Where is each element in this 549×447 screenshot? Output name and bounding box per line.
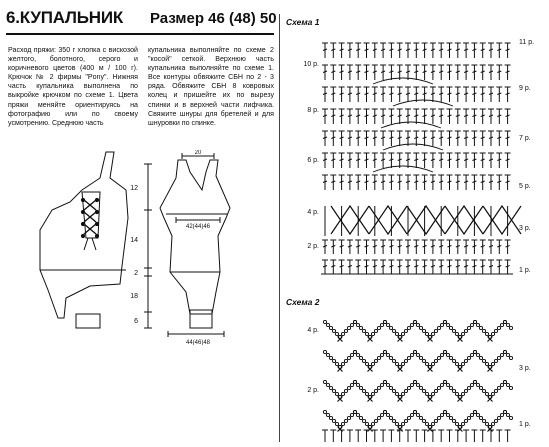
- scheme-2-left-label-1: 2 р.: [307, 387, 319, 394]
- scheme-1-right-label-0: 11 р.: [519, 39, 535, 46]
- scheme-1-row-upper-4: [322, 87, 511, 102]
- dim-12: 12: [130, 185, 138, 192]
- scheme-1-left-label-2: 6 р.: [307, 157, 319, 164]
- scheme-1-row-upper-6: [322, 43, 511, 58]
- scheme-1-row-1: [322, 260, 511, 274]
- dim-6: 6: [134, 318, 138, 325]
- scheme-1-right-label-2: 7 р.: [519, 135, 531, 142]
- scheme-1-row-upper-5: [322, 65, 511, 80]
- scheme-1-mesh: [331, 206, 521, 234]
- dim-bottom: 44(46)48: [185, 340, 211, 345]
- scheme-2-right-label-0: 3 р.: [519, 365, 531, 372]
- description-column-1: Расход пряжи: 350 г хлопка с вискозой желтого, болотного, серого и коричневого цветов (400 м / 100 г). Крючок № 2 фирмы "Pony". Нижняя часть купальника выполнена по выкройке крючком по схеме 1. Цвета пряжи меняйте ориентируясь на фотографию или по своему усмотрению. Среднюю часть: [8, 46, 138, 127]
- swimsuit-pattern-diagram: [30, 150, 280, 345]
- scheme-1-chart: [283, 22, 549, 284]
- page-title: 6.КУПАЛЬНИК: [6, 8, 124, 27]
- scheme-1-row-upper-0: [322, 175, 511, 190]
- size-title: Размер 46 (48) 50: [150, 10, 277, 27]
- scheme-1-right-label-4: 3 р.: [519, 225, 531, 232]
- header-rule: [6, 33, 274, 35]
- dim-14: 14: [130, 237, 138, 244]
- scheme-1-left-label-1: 8 р.: [307, 107, 319, 114]
- dim-2: 2: [134, 270, 138, 277]
- scheme-2-chart: [283, 302, 549, 447]
- scheme-2-left-label-0: 4 р.: [307, 327, 319, 334]
- scheme-1-right-label-5: 1 р.: [519, 267, 531, 274]
- scheme-1-right-label-1: 9 р.: [519, 85, 531, 92]
- front-piece: [40, 152, 128, 328]
- scheme-1-left-label-4: 2 р.: [307, 243, 319, 250]
- dim-top: 20: [194, 150, 202, 156]
- vertical-dimension: [144, 164, 152, 328]
- description-column-2: купальника выполняйте по схеме 2 "косой" сеткой. Верхнюю часть купальника выполняйте по схеме 1. Все контуры обвяжите СБН по 2 - 3 ряда. Обвяжите СБН 8 ковровых колец и пришейте их по вырезу спинки и в верхней части лифчика. Свяжите шнуры для бретелей и для шнуровки по спинке.: [148, 46, 274, 127]
- scheme-2-title: Схема 2: [286, 297, 320, 307]
- dim-chest: 42(44)46: [185, 224, 211, 230]
- back-piece: [160, 153, 230, 337]
- scheme-1-left-label-0: 10 р.: [303, 61, 319, 68]
- scheme-1-row-upper-1: [322, 153, 511, 168]
- scheme-2-right-label-1: 1 р.: [519, 421, 531, 428]
- scheme-1-left-label-3: 4 р.: [307, 209, 319, 216]
- scheme-1-title: Схема 1: [286, 17, 320, 27]
- scheme-2-lattice: [323, 320, 512, 431]
- scheme-2-foundation: [322, 430, 511, 442]
- scheme-1-right-label-3: 5 р.: [519, 183, 531, 190]
- dim-18: 18: [130, 293, 138, 300]
- scheme-1-row-2: [322, 240, 511, 254]
